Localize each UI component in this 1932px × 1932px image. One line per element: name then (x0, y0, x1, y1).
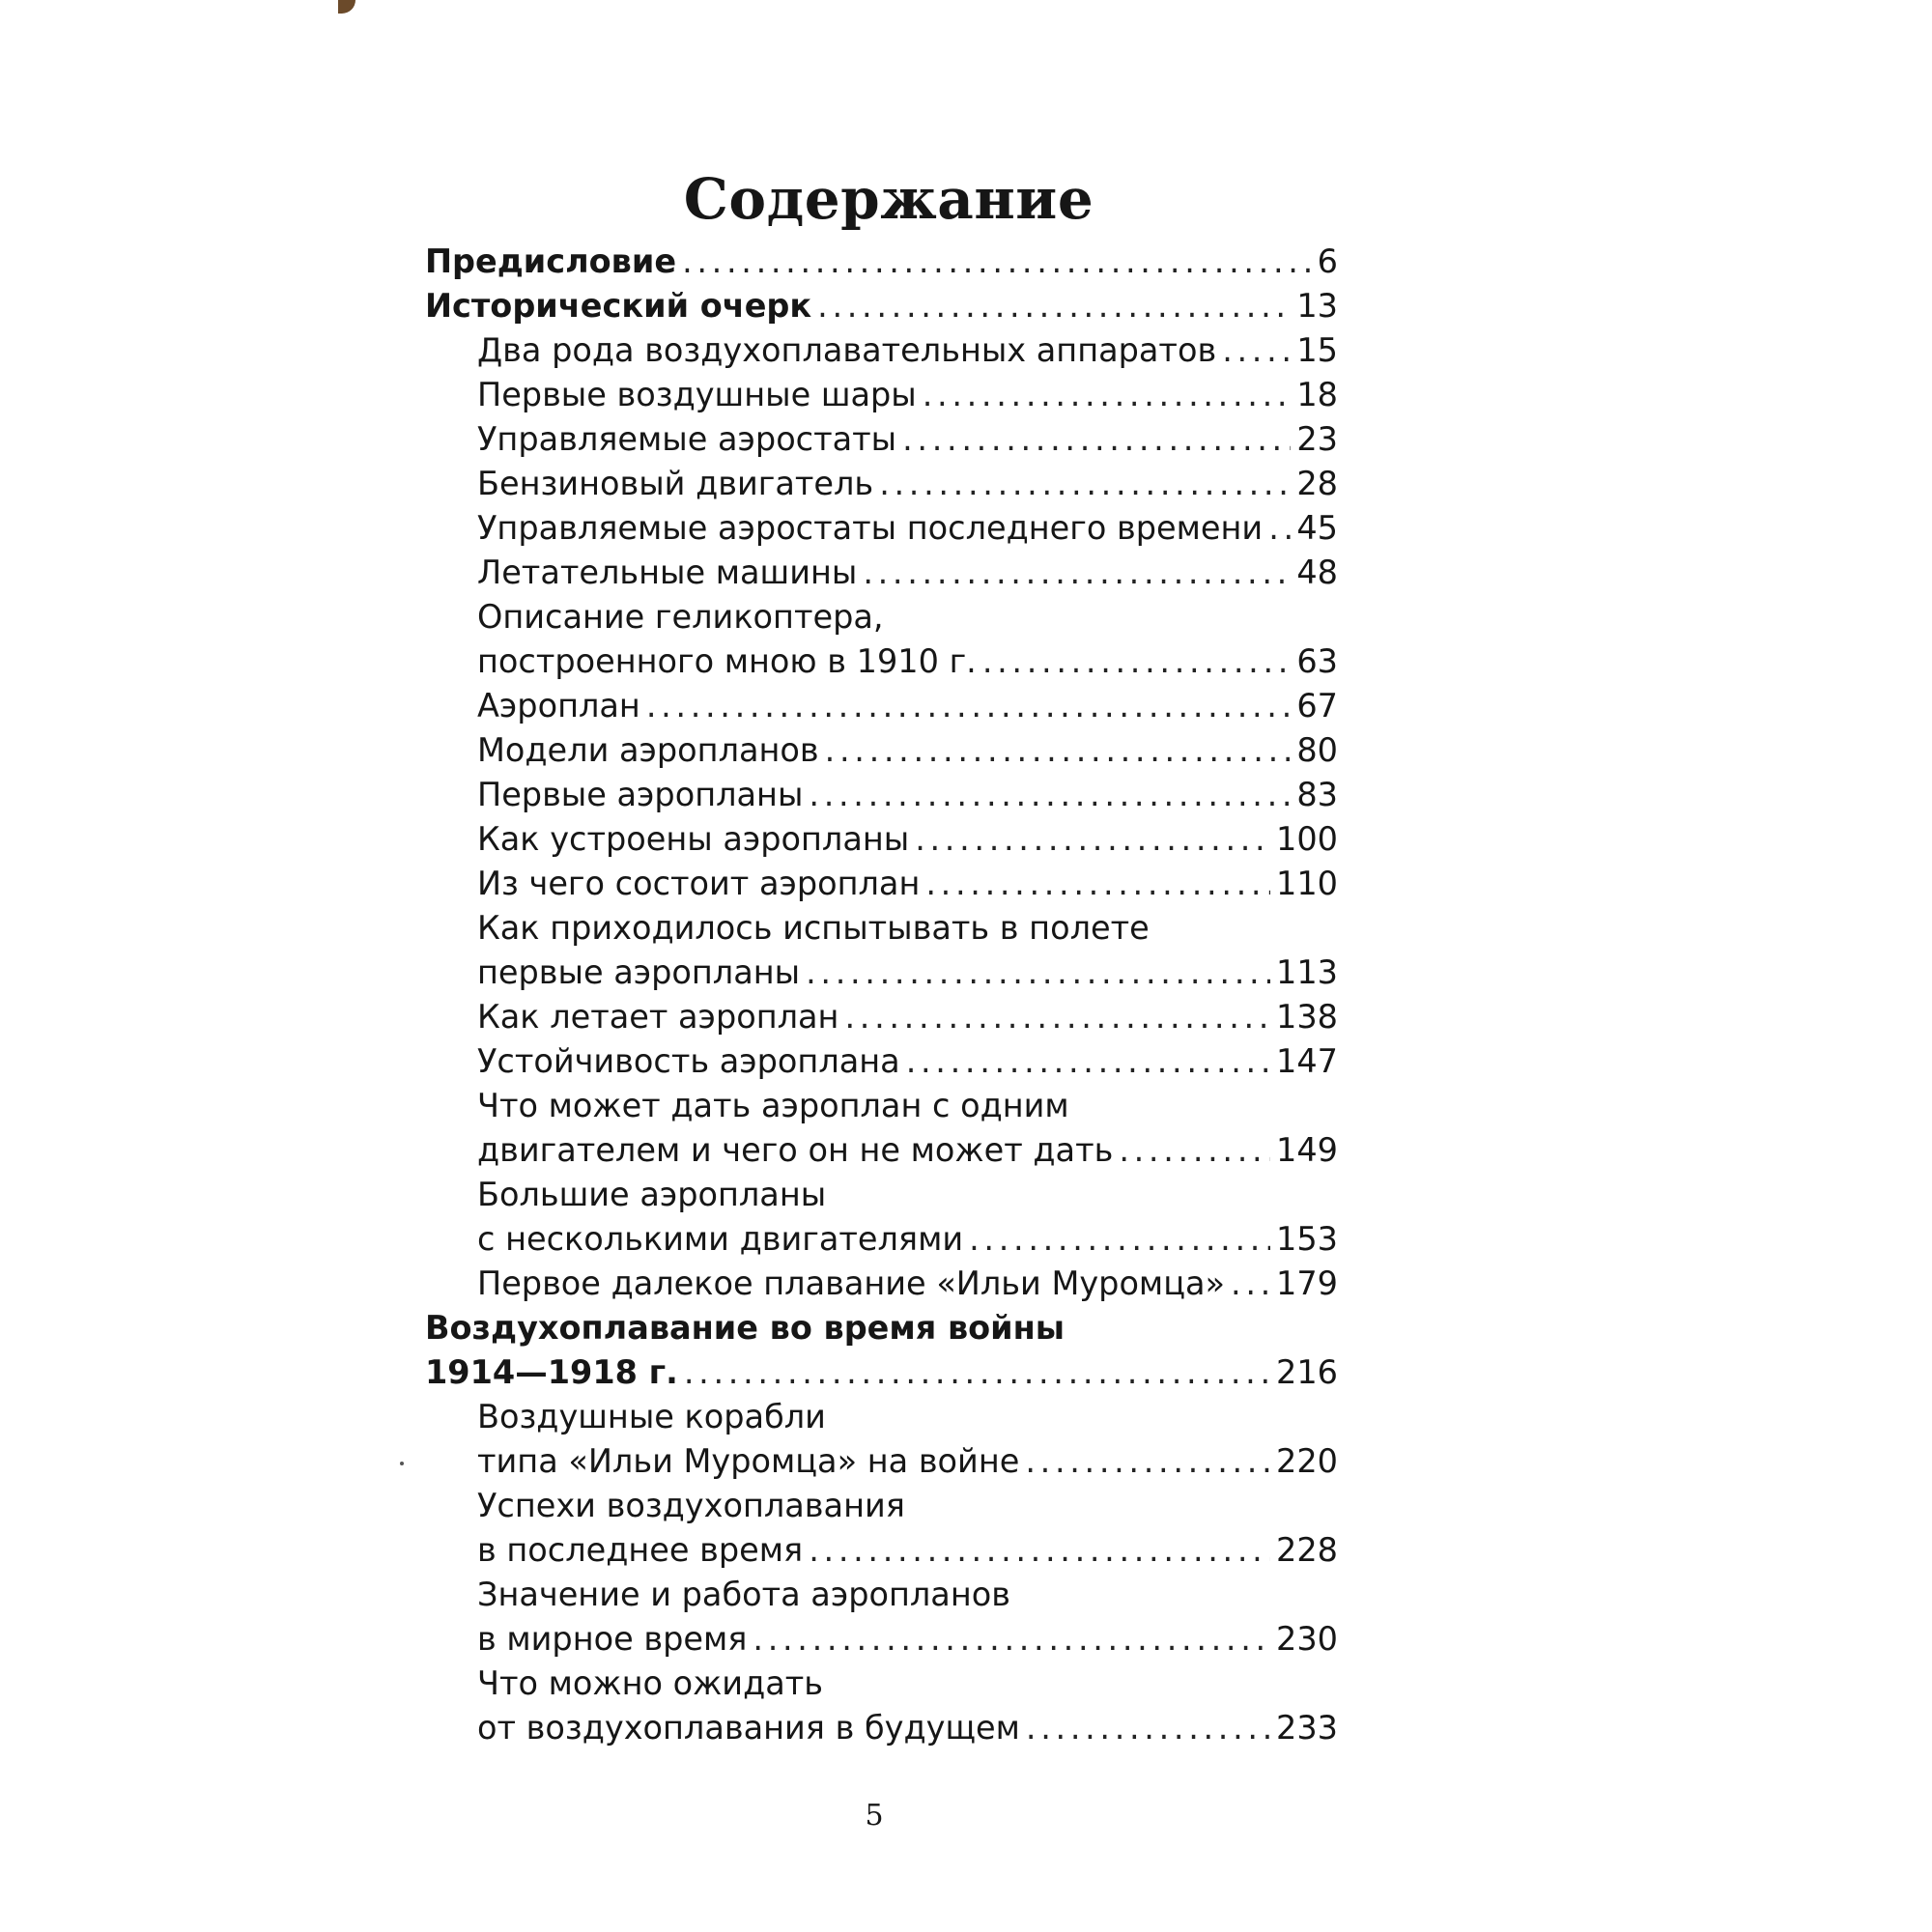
toc-page-number: 179 (1276, 1264, 1338, 1302)
toc-entry-line (477, 1262, 1338, 1306)
dot-leader (809, 1528, 1270, 1573)
toc-subsection-entry (425, 595, 1338, 684)
toc-entry-title: в последнее время (477, 1531, 804, 1569)
dot-leader (684, 1350, 1270, 1395)
toc-entry-title-line: Что можно ожидать (477, 1664, 824, 1702)
dot-leader (915, 817, 1270, 862)
toc-page-number: 28 (1296, 465, 1338, 502)
toc-entry-title-line: Большие аэропланы (477, 1176, 827, 1213)
dot-leader (923, 373, 1292, 417)
toc-subsection-entry (425, 551, 1338, 595)
toc-entry-title: Как устроены аэропланы (477, 820, 910, 858)
toc-entry-title: с несколькими двигателями (477, 1220, 964, 1258)
toc-subsection-entry (425, 417, 1338, 462)
toc-subsection-entry (425, 773, 1338, 817)
toc-subsection-entry (425, 1484, 1338, 1573)
toc-entry-title: типа «Ильи Муромца» на войне (477, 1442, 1020, 1480)
toc-page-number: 13 (1296, 287, 1338, 325)
toc-page-number: 67 (1296, 687, 1338, 724)
toc-entry-line (477, 773, 1338, 817)
toc-entry-title: Исторический очерк (425, 287, 812, 325)
toc-subsection-entry (425, 1039, 1338, 1084)
toc-subsection-entry (425, 1395, 1338, 1484)
toc-page-number: 220 (1276, 1442, 1338, 1480)
toc-subsection-entry (425, 462, 1338, 506)
toc-entry-title: двигателем и чего он не может дать (477, 1131, 1114, 1169)
toc-entry-title: Два рода воздухоплавательных аппаратов (477, 331, 1217, 369)
toc-entry-line (425, 1350, 1338, 1395)
toc-entry-line (477, 551, 1338, 595)
toc-page-number: 48 (1296, 554, 1338, 591)
toc-entry-title-line: Воздухоплавание во время войны (425, 1309, 1065, 1347)
toc-entry-title: Из чего состоит аэроплан (477, 865, 921, 902)
toc-entry-line (425, 284, 1338, 328)
dot-leader (809, 773, 1291, 817)
toc-entry-title: построенного мною в 1910 г. (477, 642, 977, 680)
toc-entry-title: Первое далекое плавание «Ильи Муромца» (477, 1264, 1226, 1302)
toc-entry-line (477, 1528, 1338, 1573)
print-speck (400, 1462, 404, 1465)
toc-subsection-entry (425, 684, 1338, 728)
dot-leader (1026, 1706, 1270, 1750)
toc-entry-title: Как летает аэроплан (477, 998, 839, 1036)
toc-section-entry (425, 1306, 1338, 1395)
toc-page-number: 228 (1276, 1531, 1338, 1569)
dot-leader (879, 462, 1291, 506)
dot-leader (969, 1217, 1270, 1262)
dot-leader (863, 551, 1291, 595)
toc-entry-title-line: Как приходилось испытывать в полете (477, 909, 1150, 947)
dot-leader (1222, 328, 1291, 373)
toc-page-number: 23 (1296, 420, 1338, 458)
toc-section-entry (425, 240, 1338, 284)
dot-leader (1231, 1262, 1270, 1306)
toc-entry-line (477, 1706, 1338, 1750)
dot-leader (1268, 506, 1291, 551)
toc-entry-title-line: Воздушные корабли (477, 1398, 826, 1435)
toc-page-number: 113 (1276, 953, 1338, 991)
toc-entry-title-line: Успехи воздухоплавания (477, 1487, 905, 1524)
toc-page-number: 149 (1276, 1131, 1338, 1169)
toc-entry-title: в мирное время (477, 1620, 748, 1658)
dot-leader (806, 951, 1270, 995)
dot-leader (902, 417, 1291, 462)
dot-leader (925, 862, 1270, 906)
toc-subsection-entry (425, 817, 1338, 862)
page-number: 5 (865, 1799, 884, 1833)
toc-subsection-entry (425, 862, 1338, 906)
toc-page-number: 100 (1276, 820, 1338, 858)
toc-subsection-entry (425, 728, 1338, 773)
toc-page-number: 138 (1276, 998, 1338, 1036)
toc-entry-line (477, 1128, 1338, 1173)
toc-entry-title: Бензиновый двигатель (477, 465, 874, 502)
toc-entry-line (477, 728, 1338, 773)
toc-page-number: 233 (1276, 1709, 1338, 1747)
dot-leader (817, 284, 1291, 328)
dot-leader (825, 728, 1292, 773)
toc-entry-title: Первые воздушные шары (477, 376, 917, 413)
dot-leader (753, 1617, 1270, 1662)
toc-page-number: 15 (1296, 331, 1338, 369)
toc-subsection-entry (425, 1084, 1338, 1173)
toc-entry-title: Устойчивость аэроплана (477, 1042, 900, 1080)
toc-entry-line (477, 639, 1338, 684)
toc-entry-title-line: Значение и работа аэропланов (477, 1576, 1010, 1613)
toc-entry-line (477, 995, 1338, 1039)
toc-page-number: 110 (1276, 865, 1338, 902)
toc-subsection-entry (425, 1662, 1338, 1750)
toc-entry-line (477, 506, 1338, 551)
toc-subsection-entry (425, 1173, 1338, 1262)
page-corner-mark (338, 0, 355, 14)
dot-leader (682, 240, 1312, 284)
dot-leader (1025, 1439, 1270, 1484)
toc-entry-line (477, 1217, 1338, 1262)
toc-entry-title: первые аэропланы (477, 953, 801, 991)
toc-entry-title: Первые аэропланы (477, 776, 804, 813)
dot-leader (982, 639, 1292, 684)
toc-entry-title: Управляемые аэростаты (477, 420, 897, 458)
toc-subsection-entry (425, 906, 1338, 995)
toc-entry-title-line: Что может дать аэроплан с одним (477, 1087, 1069, 1124)
dot-leader (646, 684, 1292, 728)
page-title: Содержание (683, 166, 1094, 232)
dot-leader (906, 1039, 1270, 1084)
toc-page-number: 63 (1296, 642, 1338, 680)
dot-leader (1119, 1128, 1270, 1173)
toc-entry-title: Летательные машины (477, 554, 858, 591)
toc-page-number: 18 (1296, 376, 1338, 413)
toc-entry-title: 1914—1918 г. (425, 1353, 678, 1391)
table-of-contents (425, 240, 1338, 1750)
dot-leader (844, 995, 1270, 1039)
toc-entry-line (477, 1039, 1338, 1084)
toc-entry-line (477, 417, 1338, 462)
toc-entry-line (477, 373, 1338, 417)
toc-entry-title: Предисловие (425, 242, 677, 280)
toc-entry-line (477, 1617, 1338, 1662)
toc-entry-title: Модели аэропланов (477, 731, 819, 769)
toc-subsection-entry (425, 506, 1338, 551)
toc-entry-title: от воздухоплавания в будущем (477, 1709, 1020, 1747)
toc-entry-line (477, 817, 1338, 862)
toc-subsection-entry (425, 1262, 1338, 1306)
toc-page-number: 153 (1276, 1220, 1338, 1258)
toc-subsection-entry (425, 1573, 1338, 1662)
toc-subsection-entry (425, 328, 1338, 373)
toc-section-entry (425, 284, 1338, 328)
toc-page-number: 45 (1296, 509, 1338, 547)
toc-page-number: 216 (1276, 1353, 1338, 1391)
toc-page-number: 147 (1276, 1042, 1338, 1080)
toc-page-number: 80 (1296, 731, 1338, 769)
toc-entry-title: Аэроплан (477, 687, 640, 724)
toc-subsection-entry (425, 373, 1338, 417)
toc-page-number: 230 (1276, 1620, 1338, 1658)
toc-entry-line (477, 462, 1338, 506)
toc-entry-line (477, 684, 1338, 728)
toc-page-number: 83 (1296, 776, 1338, 813)
toc-subsection-entry (425, 995, 1338, 1039)
toc-entry-line (477, 862, 1338, 906)
toc-entry-title-line: Описание геликоптера, (477, 598, 884, 636)
toc-entry-line (425, 240, 1338, 284)
toc-page-number: 6 (1317, 242, 1338, 280)
toc-entry-line (477, 328, 1338, 373)
toc-entry-title: Управляемые аэростаты последнего времени (477, 509, 1264, 547)
toc-entry-line (477, 1439, 1338, 1484)
toc-entry-line (477, 951, 1338, 995)
